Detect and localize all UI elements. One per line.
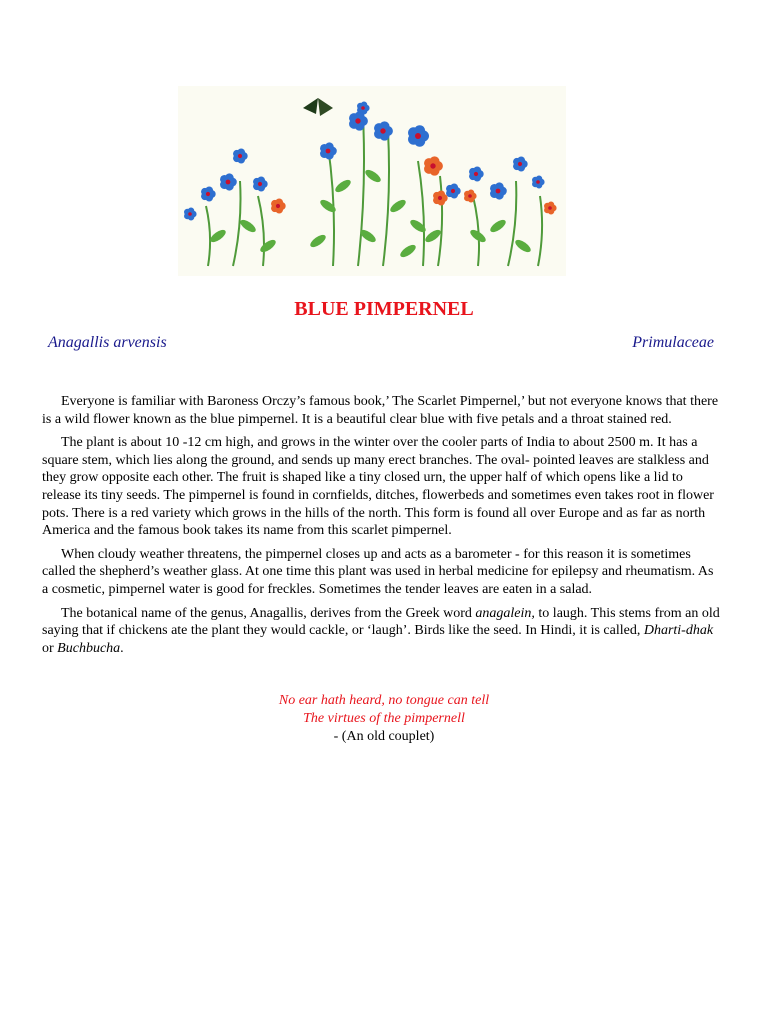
stem	[438, 176, 442, 266]
leaf	[238, 218, 257, 235]
paragraph-4-text: The botanical name of the genus, Anagallis, derives from the Greek word	[61, 605, 476, 621]
flower-center	[380, 128, 385, 133]
stem	[358, 116, 364, 266]
paragraph-3: When cloudy weather threatens, the pimpernel closes up and acts as a barometer - for this reason it is sometimes called the shepherd’s weather glass. At one time this plant was used in herbal medicine for epilepsy and rheumatism. As a cosmetic, pimpernel water is good for freckles. Sometimes the tender leaves are eaten in a salad.	[42, 546, 714, 597]
stem	[538, 196, 542, 266]
flower-center	[258, 182, 262, 186]
leaf	[423, 228, 442, 245]
paragraph-1: Everyone is familiar with Baroness Orczy’s famous book,’ The Scarlet Pimpernel,’ but not everyone knows that there is a wild flower known as the blue pimpernel. It is a beautiful clear blue with five petals and a throat stained red.	[42, 394, 719, 427]
flower-center	[206, 192, 210, 196]
family-name: Primulaceae	[632, 334, 714, 351]
hindi-name: Buchbucha	[57, 640, 121, 656]
couplet	[0, 692, 768, 746]
stem	[508, 181, 516, 266]
flower-center	[430, 163, 435, 168]
stem	[206, 206, 210, 266]
stem	[258, 196, 264, 266]
flower-center	[548, 206, 552, 210]
leaf	[318, 198, 337, 215]
leaf	[208, 228, 227, 245]
flower-center	[188, 212, 192, 216]
flower-center	[226, 180, 231, 185]
paragraph-4-text: to laugh. This stems from an old saying that if chickens ate the plant they would cackle, or ‘laugh’. Birds like the seed. In Hindi, it is called,	[42, 605, 720, 639]
flower-center	[361, 106, 365, 110]
leaf	[388, 198, 407, 215]
stem	[383, 131, 389, 266]
flower-center	[518, 162, 522, 166]
flower-center	[474, 172, 478, 176]
article-body	[42, 393, 722, 663]
flower-center	[496, 189, 501, 194]
flower-center	[451, 189, 455, 193]
flower-center	[326, 149, 331, 154]
paragraph-2: The plant is about 10 -12 cm high, and grows in the winter over the cooler parts of India to about 2500 m. It has a square stem, which lies along the ground, and sends up many erect branches. The oval- pointed leaves are stalkless and they grow opposite each other. The fruit is shaped like a tiny closed urn, the upper half of which opens like a lid to release its tiny seeds. The pimpernel is found in cornfields, ditches, flowerbeds and sometimes even takes root in flower pots. There is a red variety which grows in the hills of the north. This form is found all over Europe and as far as north America and the famous book takes its name from this scarlet pimpernel.	[42, 435, 714, 539]
stem	[418, 161, 424, 266]
paragraph-4-text: .	[120, 640, 124, 656]
butterfly-icon	[303, 98, 318, 114]
page-title: BLUE PIMPERNEL	[294, 298, 474, 320]
butterfly-icon	[318, 98, 333, 116]
flower-center	[276, 204, 280, 208]
leaf	[363, 168, 382, 185]
flower-center	[415, 133, 421, 139]
hindi-name: Dharti-dhak	[643, 623, 714, 639]
couplet-attribution: - (An old couplet)	[333, 729, 435, 744]
flower-center	[438, 196, 442, 200]
leaf	[333, 178, 352, 195]
latin-name: Anagallis arvensis	[48, 334, 167, 351]
couplet-line-2: The virtues of the pimpernell	[303, 711, 465, 726]
leaf	[308, 233, 327, 250]
leaf	[488, 218, 507, 235]
stem	[233, 181, 241, 266]
flower-center	[355, 118, 360, 123]
paragraph-4-text: or	[42, 640, 58, 656]
flower-center	[468, 194, 472, 198]
leaf	[258, 238, 277, 255]
flower-center	[238, 154, 242, 158]
greek-word: anagalein,	[475, 605, 535, 621]
leaf	[513, 238, 532, 255]
couplet-line-1: No ear hath heard, no tongue can tell	[278, 693, 490, 708]
leaf	[398, 243, 417, 260]
flower-center	[536, 180, 540, 184]
blue-pimpernel-illustration	[178, 86, 566, 276]
paragraph-4	[42, 605, 722, 658]
